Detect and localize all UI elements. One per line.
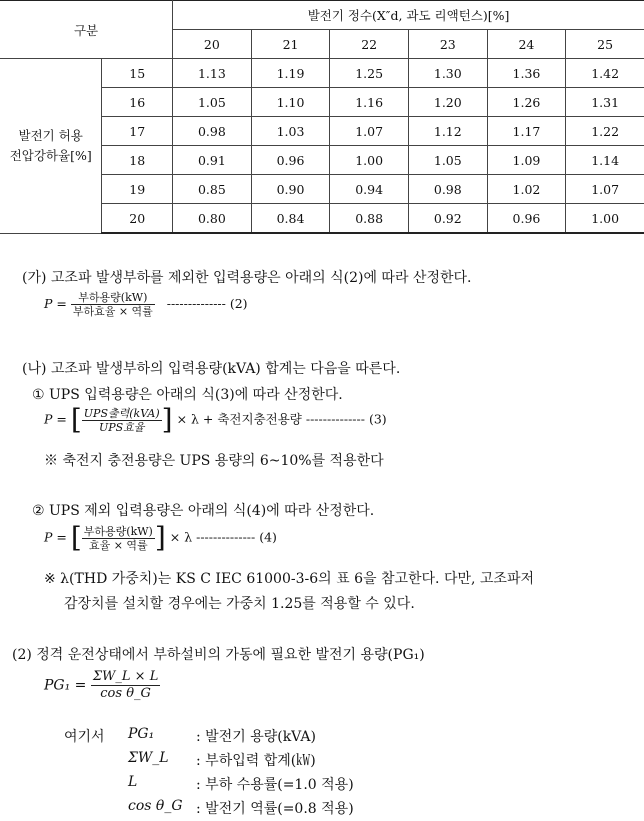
table-cell: 0.96 (251, 146, 330, 175)
table-col-header: 23 (408, 30, 487, 59)
table-cell: 1.16 (330, 88, 409, 117)
def-description: : 부하입력 합계(㎾) (196, 753, 316, 769)
table-cell: 1.13 (173, 59, 252, 88)
table-cell: 1.05 (408, 146, 487, 175)
table-cell: 1.03 (251, 117, 330, 146)
table-cell: 1.00 (566, 204, 644, 234)
generator-factor-table (0, 0, 644, 234)
table-cell: 1.02 (487, 175, 566, 204)
table-col-header: 22 (330, 30, 409, 59)
def-symbol: ΣW_L (128, 750, 169, 766)
table-corner-label: 구분 (0, 1, 173, 59)
table-cell: 1.30 (408, 59, 487, 88)
table-col-header: 21 (251, 30, 330, 59)
table-cell: 1.09 (487, 146, 566, 175)
note-thd-line1: ※ λ(THD 가중치)는 KS C IEC 61000-3-6의 표 6을 참고한다. 다만, 고조파저 (44, 571, 535, 587)
table-cell: 1.05 (173, 88, 252, 117)
row-label: 20 (102, 204, 173, 234)
table-cell: 1.42 (566, 59, 644, 88)
table-cell: 1.14 (566, 146, 644, 175)
item-2-text: ② UPS 제외 입력용량은 아래의 식(4)에 따라 산정한다. (32, 503, 375, 519)
table-cell: 1.07 (566, 175, 644, 204)
def-symbol: L (128, 774, 138, 790)
where-label: 여기서 (64, 729, 105, 745)
table-cell: 0.90 (251, 175, 330, 204)
row-label: 15 (102, 59, 173, 88)
def-symbol: PG₁ (128, 726, 155, 742)
table-cell: 1.10 (251, 88, 330, 117)
def-description: : 발전기 역률(=0.8 적용) (196, 801, 354, 817)
table-cell: 1.17 (487, 117, 566, 146)
table-cell: 0.98 (173, 117, 252, 146)
equation-pg1: PG₁ = $\frac{\Sigma W\_L \times L}{\text{cos θ\_G}}$ (44, 669, 159, 701)
table-cell: 1.12 (408, 117, 487, 146)
table-row (0, 59, 644, 88)
table-col-header: 24 (487, 30, 566, 59)
def-symbol: cos θ_G (128, 798, 183, 814)
table-cell: 0.85 (173, 175, 252, 204)
section-na-text: (나) 고조파 발생부하의 입력용량(kVA) 합계는 다음을 따른다. (22, 361, 401, 377)
table-cell: 1.19 (251, 59, 330, 88)
item-1-text: ① UPS 입력용량은 아래의 식(3)에 따라 산정한다. (32, 387, 343, 403)
table-cell: 1.00 (330, 146, 409, 175)
table-cell: 0.96 (487, 204, 566, 234)
table-cell: 1.25 (330, 59, 409, 88)
table-cell: 0.94 (330, 175, 409, 204)
table-cell: 1.22 (566, 117, 644, 146)
table-col-header: 20 (173, 30, 252, 59)
table-cell: 1.36 (487, 59, 566, 88)
row-label: 18 (102, 146, 173, 175)
row-label: 19 (102, 175, 173, 204)
equation-2: P = $\frac{\text{부하용량(kW)}}{\text{부하효율 × 역률}}$ -------------- (2) (44, 291, 248, 318)
def-description: : 부하 수용률(=1.0 적용) (196, 777, 354, 793)
section-ga-text: (가) 고조파 발생부하를 제외한 입력용량은 아래의 식(2)에 따라 산정한다. (22, 270, 472, 286)
row-group-label: 발전기 허용 전압강하율[%] (0, 59, 102, 234)
table-cell: 1.20 (408, 88, 487, 117)
section-2-title: (2) 정격 운전상태에서 부하설비의 가동에 필요한 발전기 용량(PG₁) (12, 647, 425, 663)
equation-3: P = [ $\frac{\text{UPS출력(kVA)}}{\text{UPS효율}}$ ] × λ + 축전지충전용량 -------------- (3) (44, 403, 387, 436)
table-col-header: 25 (566, 30, 644, 59)
table-cell: 0.91 (173, 146, 252, 175)
table-cell: 0.80 (173, 204, 252, 234)
def-description: : 발전기 용량(kVA) (196, 729, 316, 745)
table-cell: 0.98 (408, 175, 487, 204)
note-thd-line2: 감장치를 설치할 경우에는 가중치 1.25를 적용할 수 있다. (64, 596, 415, 612)
note-battery: ※ 축전지 충전용량은 UPS 용량의 6~10%를 적용한다 (44, 453, 384, 469)
table-cell: 0.84 (251, 204, 330, 234)
table-cell: 1.07 (330, 117, 409, 146)
table-cell: 0.88 (330, 204, 409, 234)
table-cell: 1.26 (487, 88, 566, 117)
equation-4: P = [ $\frac{\text{부하용량(kW)}}{\text{효율 × 역률}}$ ] × λ -------------- (4) (44, 521, 277, 554)
row-label: 16 (102, 88, 173, 117)
table-cell: 1.31 (566, 88, 644, 117)
row-label: 17 (102, 117, 173, 146)
table-cell: 0.92 (408, 204, 487, 234)
table-header-title: 발전기 정수(X″d, 과도 리액턴스)[%] (173, 1, 644, 30)
